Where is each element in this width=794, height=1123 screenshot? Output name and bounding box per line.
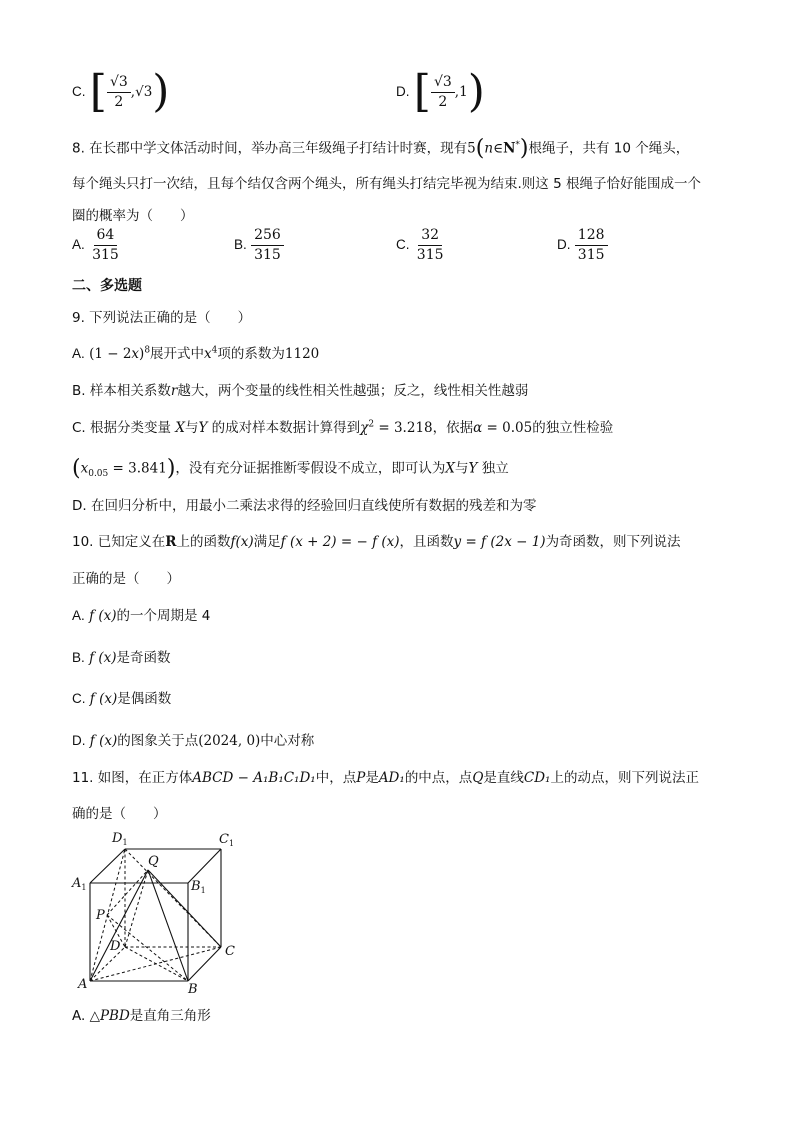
q8-line-1: 8. 在长郡中学文体活动时间，举办高三年级绳子打结计时赛，现有5(n∈N*)根绳子，共有 10 个绳头， <box>72 136 690 161</box>
q10-option-d: D. f (x)的图象关于点(2024, 0)中心对称 <box>72 733 315 749</box>
q9-option-c-line1: C. 根据分类变量 X与Y 的成对样本数据计算得到$\chi^2 = 3.218$，依据α = 0.05的独立性检验 <box>72 419 614 436</box>
q9-option-d: D. 在回归分析中，用最小二乘法求得的经验回归直线使所有数据的残差和为零 <box>72 498 537 514</box>
label-q: Q <box>148 854 159 869</box>
section-title: 二、多选题 <box>72 278 142 294</box>
q8-line-3: 圈的概率为（ ） <box>72 208 194 224</box>
q7-option-c: C. [ $\frac{√3}{2}$ ,√3) <box>72 66 170 117</box>
right-paren: ) <box>467 66 485 117</box>
fraction: $\frac{√3}{2}$ <box>107 75 131 109</box>
right-paren: ) <box>152 66 170 117</box>
q10-option-b: B. f (x)是奇函数 <box>72 650 171 666</box>
q9-stem: 9. 下列说法正确的是（ ） <box>72 310 252 326</box>
edge-a-q <box>90 870 148 981</box>
q8-option-c: C. $\frac{32}{315}$ <box>396 227 444 263</box>
q11-option-a: A. △PBD是直角三角形 <box>72 1008 211 1024</box>
q9-option-c-line2: $(x_{0.05} = 3.841)$，没有充分证据推断零假设不成立，即可认为X与Y 独立 <box>72 456 509 481</box>
left-bracket: [ <box>89 66 107 117</box>
q8-line-2: 每个绳头只打一次结，且每个结仅含两个绳头，所有绳头打结完毕视为结束.则这 5 根绳子恰好能围成一个 <box>72 176 701 192</box>
left-bracket: [ <box>413 66 431 117</box>
edge-b-c <box>188 947 221 981</box>
label-d: D <box>110 939 121 954</box>
q9-option-a: A. $(1 - 2x)^8$展开式中$x^4$项的系数为1120 <box>72 345 320 362</box>
label-a: A <box>78 977 88 992</box>
q10-line-1: 10. 已知定义在R上的函数f(x)满足f (x + 2) = − f (x)，且函数y = f (2x − 1)为奇函数，则下列说法 <box>72 534 681 550</box>
label-p: P <box>96 908 105 923</box>
q8-option-d: D. $\frac{128}{315}$ <box>557 228 608 262</box>
q11-line-1: 11. 如图，在正方体ABCD − A₁B₁C₁D₁中，点P是AD₁的中点，点Q是直线CD₁上的动点，则下列说法正 <box>72 770 699 786</box>
q8-option-a: A. $\frac{64}{315}$ <box>72 227 119 263</box>
label-c: C <box>225 944 235 959</box>
edge-a1-d1 <box>90 849 125 883</box>
q10-option-c: C. f (x)是偶函数 <box>72 691 172 707</box>
q9-option-b: B. 样本相关系数r越大，两个变量的线性相关性越强；反之，线性相关性越弱 <box>72 383 529 399</box>
label-b1: $B_1$ <box>191 879 206 895</box>
fraction: $\frac{√3}{2}$ <box>431 75 455 109</box>
q10-option-a: A. f (x)的一个周期是 4 <box>72 608 211 624</box>
q8-option-b: B. $\frac{256}{315}$ <box>234 228 284 262</box>
label-a1: $A_1$ <box>72 876 87 892</box>
cube-figure <box>68 826 248 996</box>
label-d1: $D_1$ <box>112 831 128 847</box>
edge-b1-c1 <box>188 849 221 883</box>
q7-option-d: D. [ $\frac{√3}{2}$ ,1) <box>396 66 485 117</box>
q11-line-2: 确的是（ ） <box>72 806 167 822</box>
label-c1: $C_1$ <box>219 832 235 848</box>
label-b: B <box>188 982 198 996</box>
q10-line-2: 正确的是（ ） <box>72 571 180 587</box>
